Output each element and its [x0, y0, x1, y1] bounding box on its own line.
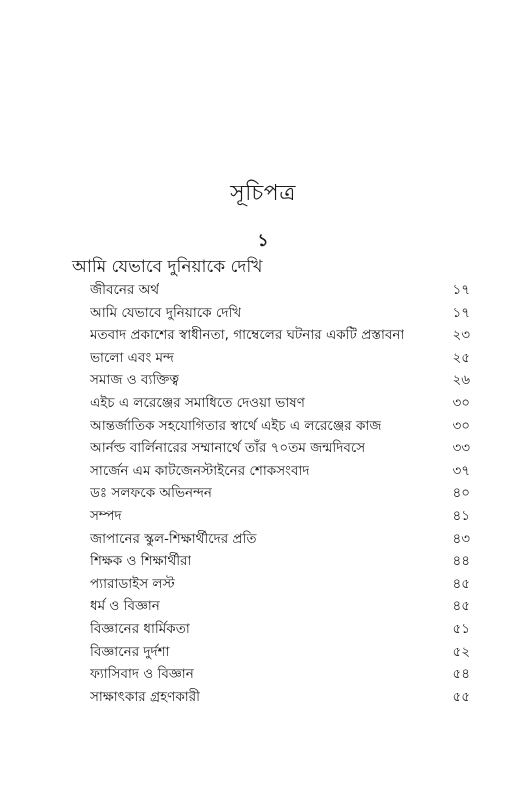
part-number: ১	[257, 231, 269, 251]
toc-entry[interactable]	[90, 324, 470, 347]
toc-entry[interactable]	[90, 528, 470, 551]
toc-entry[interactable]	[90, 460, 470, 483]
section-heading: আমি যেভাবে দুনিয়াকে দেখি	[72, 257, 263, 277]
toc-entry[interactable]	[90, 641, 470, 664]
toc-entry-page: ২৫	[452, 349, 470, 366]
toc-entry[interactable]	[90, 618, 470, 641]
toc-entry[interactable]	[90, 663, 470, 686]
page-title: সূচিপত্র	[230, 181, 296, 206]
toc-entry-page: ৫৫	[452, 688, 470, 705]
toc-entry-page: ২৬	[452, 372, 470, 389]
toc-entry[interactable]	[90, 482, 470, 505]
toc-entry[interactable]	[90, 505, 470, 528]
toc-entry[interactable]	[90, 437, 470, 460]
toc-entry[interactable]	[90, 347, 470, 370]
toc-entry-page: ৩০	[452, 417, 470, 434]
toc-entry[interactable]	[90, 573, 470, 596]
toc-entry-page: ৫১	[452, 620, 470, 637]
toc-entry-page: ৩৭	[452, 462, 470, 479]
toc-entry-page: ৫২	[452, 643, 470, 660]
toc-entry-title: মতবাদ প্রকাশের স্বাধীনতা, গাম্বেলের ঘটনার একটি প্রস্তাবনা	[90, 327, 405, 344]
toc-entry-page: ১৭	[452, 304, 470, 321]
toc-entry-page: ৪০	[452, 485, 470, 502]
toc-entry-page: ৪৩	[452, 530, 470, 547]
toc-entry-title: এইচ এ লরেঞ্জের সমাধিতে দেওয়া ভাষণ	[90, 394, 305, 411]
toc-entry-title: সার্জেন এম কাটজেনস্টাইনের শোকসংবাদ	[90, 462, 310, 479]
toc-entry-title: ফ্যাসিবাদ ও বিজ্ঞান	[90, 666, 194, 683]
toc-entry-title: ভালো এবং মন্দ	[90, 349, 174, 366]
toc-entry-title: ডঃ সলফকে অভিনন্দন	[90, 485, 212, 502]
toc-entry-title: সমাজ ও ব্যক্তিত্ব	[90, 372, 179, 389]
toc-entry-title: সম্পদ	[90, 507, 122, 524]
toc-entry-page: ৪১	[452, 507, 470, 524]
toc-entry[interactable]	[90, 550, 470, 573]
toc-entry-title: প্যারাডাইস লস্ট	[90, 575, 175, 592]
toc-list	[90, 279, 470, 708]
toc-entry[interactable]	[90, 415, 470, 438]
toc-entry[interactable]	[90, 302, 470, 325]
toc-entry-title: জাপানের স্কুল-শিক্ষার্থীদের প্রতি	[90, 530, 257, 547]
toc-entry-page: ৫৪	[452, 666, 470, 683]
toc-entry-page: ৩০	[452, 394, 470, 411]
toc-entry-page: ৪৫	[452, 598, 470, 615]
toc-entry-title: আন্তর্জাতিক সহযোগিতার স্বার্থে এইচ এ লরেঞ্জের কাজ	[90, 417, 382, 434]
toc-entry-title: আর্নল্ড বার্লিনারের সম্মানার্থে তাঁর ৭০তম জন্মদিবসে	[90, 440, 366, 457]
toc-entry-page: ৩৩	[452, 440, 470, 457]
toc-entry-title: ধর্ম ও বিজ্ঞান	[90, 598, 160, 615]
toc-entry[interactable]	[90, 279, 470, 302]
toc-entry[interactable]	[90, 392, 470, 415]
toc-entry-title: সাক্ষাৎকার গ্রহণকারী	[90, 688, 200, 705]
toc-entry-page: ৪৪	[452, 553, 470, 570]
toc-entry[interactable]	[90, 595, 470, 618]
toc-entry-title: শিক্ষক ও শিক্ষার্থীরা	[90, 553, 192, 570]
toc-entry-page: ২৩	[452, 327, 470, 344]
toc-entry-page: ৪৫	[452, 575, 470, 592]
toc-entry-title: জীবনের অর্থ	[90, 282, 160, 298]
toc-entry[interactable]	[90, 686, 470, 709]
toc-entry-title: আমি যেভাবে দুনিয়াকে দেখি	[90, 304, 242, 321]
toc-entry-page: ১৭	[452, 282, 470, 298]
toc-entry[interactable]	[90, 369, 470, 392]
toc-entry-title: বিজ্ঞানের ধার্মিকতা	[90, 620, 190, 637]
toc-entry-title: বিজ্ঞানের দুর্দশা	[90, 643, 170, 660]
